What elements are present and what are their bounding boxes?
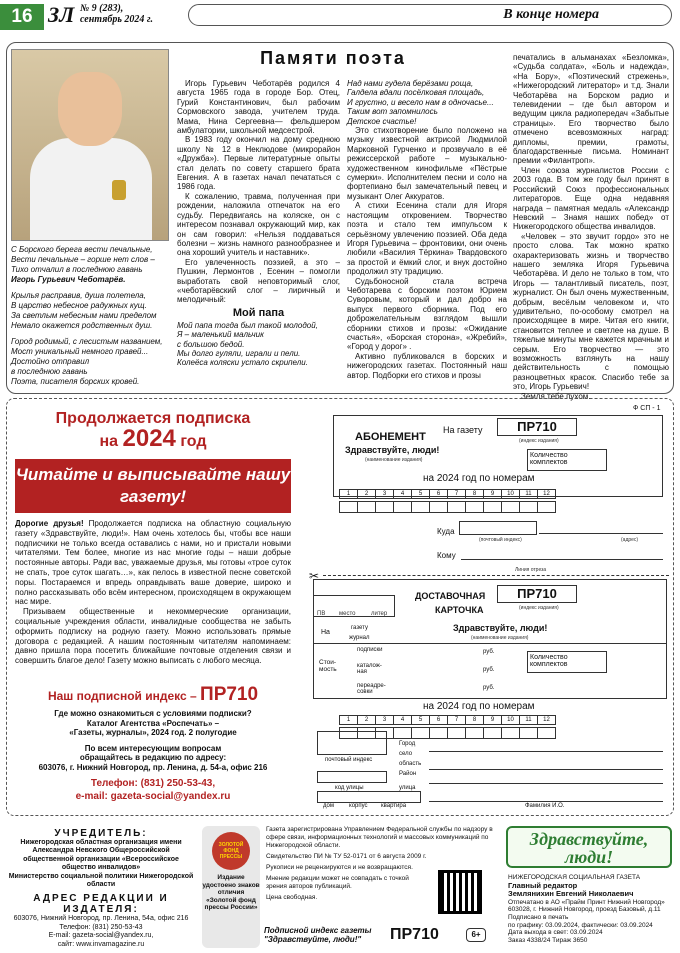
month-cell[interactable]: 4 [393, 489, 412, 499]
paragraph: Призываем общественные и некоммерческие организации, социальные учреждения области, инвалидные сообщества не забыть оформить подписку на родную газету. Можно использовать прямые договора с редакцией. А нашим постоянным читателям напоминаем: давно пришла пора посетить ближайшие почтовые отделения связи и совершить благое дело! Газету можно выписать с любого месяца. [15, 607, 291, 666]
subscription-cost-label: подписки [357, 647, 383, 653]
month-cell[interactable]: 3 [375, 715, 394, 725]
heading-year: 2024 [122, 425, 176, 452]
paragraph: «Человек – это звучит гордо» это не просто слова. Так можно кратко охарактеризовать жизнь и творчество нашего земляка Игоря Гурьевича Чеботарёва. И дело не только в том, что Игорь — талантливый писатель, поэт, журналист. Он был очень мужественным, добрым, весёлым человеком и, что удивительно, по-особому смотрел на происходящее в мире. Читая его книги, становится теплее и светлее на душе. В тяжелые минуты мне кажется мрачным и серым. Его творчество — это возможность взглянуть на нашу действительность с помощью разноцветных красок. Спасибо тебе за это, Игорь Гурьевич! [513, 231, 669, 392]
editor-block [508, 874, 674, 944]
month-cell[interactable]: 2 [357, 715, 376, 725]
gazetu-label: газету [351, 625, 368, 631]
month-cells-2 [339, 715, 555, 725]
form-paper-name: Здравствуйте, люди! [345, 445, 440, 455]
newspaper-type: НИЖЕГОРОДСКАЯ СОЦИАЛЬНАЯ ГАЗЕТА [508, 874, 641, 881]
phone: Телефон: (831) 250-53-43, [90, 778, 216, 789]
subscription-info [15, 709, 291, 773]
month-cell[interactable]: 7 [447, 489, 466, 499]
month-cell[interactable]: 11 [519, 715, 538, 725]
month-cell[interactable]: 9 [483, 715, 502, 725]
paragraph: В 1983 году окончил на дому среднюю школу № 12 в Неклюдове (микрорайон «Дружба»). Первые литературные опыты стал делать по совету старшего брата Евгения. А в газетах начал печататься с 1986 года. [177, 135, 340, 192]
info-line: «Газеты, журналы», 2024 год. 2 полугодие [69, 728, 237, 738]
info-line: Каталог Агентства «Роспечать» – [86, 718, 220, 728]
reg-line: Свидетельство ПИ № ТУ 52-0171 от 6 августа 2009 г. [266, 853, 427, 860]
card-paper-name: Здравствуйте, люди! [453, 623, 548, 633]
city-line[interactable] [429, 751, 663, 752]
scissors-icon: ✂ [309, 569, 320, 583]
reg-line: Мнение редакции может не совпадать с точкой зрения авторов публикаций. [266, 875, 409, 890]
subscription-slogan: Читайте и выписывайте нашу газету! [15, 459, 291, 513]
info-line: По всем интересующим вопросам [84, 743, 222, 753]
caption-poem-2: Крылья расправив, душа полетела, В царство небесное радужных кущ. За светлым небесным нами пределом Немало окажется родственных душ. [11, 291, 157, 330]
region-line[interactable] [429, 769, 663, 770]
month-cell[interactable]: 10 [501, 715, 520, 725]
recipient-line[interactable] [461, 559, 663, 560]
portrait-body [30, 138, 152, 241]
address-note: (адрес) [621, 537, 639, 543]
index-note: (индекс издания) [519, 605, 559, 611]
paragraph: К сожалению, травма, полученная при рождении, наложила отпечаток на его судьбу. Передвигаясь на коляске, он с интересом познавал окружающий мир, как он сам говорил: «Нельзя поддаваться болезни – жизнь намного разнообразнее и она хороший учитель и наставник». [177, 191, 340, 258]
card-title-2: КАРТОЧКА [435, 605, 484, 615]
postal-index-label: почтовый индекс [325, 757, 373, 763]
poem-continued: Над нами гудела берёзами роща, Галдела вдали посёлковая площадь, И грустно, и весело нам в одночасье... Таким вот запомнилось Детское счастье! [347, 79, 494, 126]
building-label: корпус [349, 803, 368, 809]
editor-name: Землянихин Евгений Николаевич [508, 889, 634, 899]
street-label: улица [399, 785, 416, 791]
heading-line-1: Продолжается подписка [55, 410, 251, 427]
rub-label: руб. [483, 667, 495, 673]
komu-label: Кому [437, 551, 456, 560]
month-cell[interactable]: 11 [519, 489, 538, 499]
name-line[interactable] [429, 801, 663, 802]
portrait-photo [11, 49, 169, 241]
address-text: 603076, Нижний Новгород, пр. Ленина, 54а, офис 216 Телефон: (831) 250-53-43 E-mail: gazeta-social@yandex.ru, сайт: www.invamagazine.ru [13, 915, 189, 948]
month-cell[interactable]: 9 [483, 489, 502, 499]
info-line: 603076, г. Нижний Новгород, пр. Ленина, д. 54-а, офис 216 [38, 762, 268, 772]
paragraph: печатались в альманахах «Безломка», «Судьба солдата», «Боль и надежда», «На Бору», «Поэтический стрежень», «Нижегородский литератор» и т.д. Знали Чеботарёва на Борском радио и телевидении – где был автором и ведущим цикла радиопередач «Забытые страницы». Его творчество было отмечено всевозможных наград: дипломы, премии, грамоты, благодарственные письма. Номинант премии «Филантроп». [513, 53, 669, 166]
subscription-heading [15, 409, 291, 452]
subscription-index [15, 684, 291, 706]
quantity-field[interactable]: Количество комплектов [527, 449, 607, 471]
readdress-cost-label: переадре- совки [357, 683, 386, 695]
issue-info: № 9 (283), сентябрь 2024 г. [80, 3, 153, 25]
heading-suffix: год [175, 433, 207, 450]
index-label: Наш подписной индекс – [47, 689, 201, 703]
subscription-text [15, 519, 291, 666]
email-link[interactable]: e-mail: gazeta-social@yandex.ru [75, 791, 231, 802]
postal-code-box[interactable] [317, 731, 387, 755]
na-label: На [321, 629, 330, 636]
month-cell[interactable]: 10 [501, 489, 520, 499]
portrait-head [58, 72, 122, 146]
na-gazetu-label: На газету [443, 425, 483, 435]
month-cell[interactable]: 5 [411, 489, 430, 499]
kuda-label: Куда [437, 527, 455, 536]
year-label: на 2024 год по номерам [423, 473, 535, 484]
paragraph: Судьбоносной стала встреча Чеботарева с борским поэтом Юрием Суворовым, который и дал добро на выпуск первого сборника. Под его доброжелательным взглядом вышли сборники стихов и прозы: «Ожидание счастья», «Борская сторона», «Жребий», «Город у дорог» . [347, 276, 507, 352]
caption-poem: С Борского берега вести печальные, Вести печальные – горше нет слов – Тихо отчалил в последнюю гавань [11, 245, 155, 274]
district-label: Район [399, 771, 417, 777]
founder-block [6, 828, 196, 949]
month-cell[interactable]: 7 [447, 715, 466, 725]
mesto-label: место [339, 611, 356, 617]
street-line[interactable] [429, 783, 663, 784]
subscription-form [303, 405, 669, 809]
award-text: Издание удостоено знаков отличия «Золотой фонд прессы России» [202, 874, 260, 912]
village-label: село [399, 751, 413, 757]
heading-prefix: на [99, 433, 123, 450]
paragraph: Его увлеченность поэзией, а это – Пушкин, Лермонтов , Есенин – помогли выработать свой неповторимый слог, «чеботарёвский слог – лиричный и мелодичный: [177, 257, 340, 305]
reg-line: Рукописи не рецензируются и не возвращаются. [266, 864, 413, 871]
address-line[interactable] [539, 533, 663, 534]
name-label: Фамилия И.О. [525, 803, 565, 809]
index-note: (индекс издания) [519, 438, 559, 444]
contacts [15, 777, 291, 803]
month-cell[interactable]: 8 [465, 715, 484, 725]
month-cell[interactable]: 6 [429, 715, 448, 725]
city-label: Город [399, 741, 416, 747]
month-cell[interactable]: 8 [465, 489, 484, 499]
liter-label: литер [371, 611, 388, 617]
paragraph: Это стихотворение было положено на музыку известной актрисой Людмилой Марковной Гурченко и прозвучало в её режиссерской работе – музыкально-художественном кинофильме «Пёстрые сумерки». Исполнителем песни и соло на фортепиано был замечательный певец и музыкант Олег Аккуратов. [347, 126, 507, 201]
footer [0, 820, 680, 953]
founder-text: Нижегородская областная организация имени Александра Невского Общероссийской общественной организации «Всероссийское общество инвалидов» Министерство социальной политики Нижегородской области [8, 839, 194, 889]
brand-logo: Здравствуйте, люди! [506, 826, 672, 868]
page-number: 16 [0, 4, 44, 30]
paragraph: Активно публиковался в борских и нижегородских газетах. Постоянный наш автор. Подборки его стихов и прозы [347, 351, 507, 380]
article-column-1 [177, 79, 340, 368]
qr-code-icon[interactable] [438, 870, 482, 914]
card-quantity-field[interactable]: Количество комплектов [527, 651, 607, 673]
paragraph: Член союза журналистов России с 2003 года. В том же году был принят в Российский Союз профессиональных литераторов. Еще одна недавняя награда – памятная медаль «Александр Невский – Знамя наших побед» от Нижегородского общества инвалидов. [513, 165, 669, 232]
poem: Мой папа тогда был такой молодой, Я – маленький мальчик с большою бедой. Мы долго гуляли, играли и пели. Колеёса коляски устало скрипели. [177, 320, 318, 368]
caption-name: Игорь Гурьевич Чеботарёв. [11, 275, 126, 284]
seal-text: ЗОЛОТОЙ ФОНД ПРЕССЫ [218, 842, 244, 860]
newspaper-logo: ЗЛ [48, 2, 75, 27]
card-index-field[interactable]: ПР710 [497, 585, 577, 603]
pv-label: ПВ [317, 611, 326, 617]
form-index-field[interactable]: ПР710 [497, 418, 577, 436]
zhurnal-label: журнал [349, 635, 370, 641]
apartment-label: квартира [381, 803, 407, 809]
abonement-label: АБОНЕМЕНТ [355, 431, 426, 443]
reg-line: Цена свободная. [266, 894, 318, 901]
paper-note: (наименование издания) [471, 635, 529, 641]
cut-line [323, 575, 669, 576]
month-cell[interactable]: 12 [537, 715, 556, 725]
info-line: обращайтесь в редакцию по адресу: [79, 753, 227, 763]
golden-fund-seal-icon [212, 832, 250, 870]
caption-poem-3: Город родимый, с лесистым названием, Мост уникальный немного правей... Достойно отправил в последнюю гавань Поэта, писателя борских кровей. [11, 337, 163, 386]
rub-label: руб. [483, 685, 495, 691]
memorial-article [6, 42, 674, 401]
month-cell[interactable]: 12 [537, 489, 556, 499]
medal-icon [112, 180, 126, 200]
region-label: область [399, 761, 422, 767]
postal-index-field[interactable] [459, 521, 537, 535]
cost-label: Стои- мость [319, 659, 337, 673]
month-cell[interactable]: 3 [375, 489, 394, 499]
greeting: Дорогие друзья! [15, 519, 84, 528]
month-cells [339, 489, 555, 499]
house-label: дом [323, 803, 334, 809]
founder-heading: УЧРЕДИТЕЛЬ: [54, 828, 148, 839]
cut-label: Линия отреза [515, 567, 547, 573]
month-cell[interactable]: 4 [393, 715, 412, 725]
rub-label: руб. [483, 649, 495, 655]
paragraph: А стихи Есенина стали для Игоря настоящим откровением. Творчество поэта и стало тем импульсом к серьёзному увлечению поэзией. Оба деда Игоря Гурьевича – фронтовики, они очень любили «Василия Тёркина» Твардовского за простой и ёмкий слог, и внук достойно продолжил эту традицию. [347, 201, 507, 277]
kuda-note: (почтовый индекс) [479, 537, 522, 543]
form-code: Ф СП - 1 [633, 405, 661, 412]
page-header [0, 0, 680, 36]
house-box[interactable] [317, 791, 421, 803]
photo-caption [11, 245, 171, 387]
footer-index: ПР710 [390, 926, 439, 943]
article-column-3 [513, 53, 669, 401]
print-info: Отпечатано в АО «Прайм Принт Нижний Новгород» 603028, г. Нижний Новгород, проезд Базовый, д.11 Подписано в печать по графику: 03.09.2024, фактически: 03.09.2024 Дата выхода в свет: 03.09.2024 Заказ 4338/24 Тираж 3650 [508, 898, 665, 944]
poem-title: Мой папа [232, 306, 285, 319]
index-value: ПР710 [200, 684, 259, 705]
month-cell[interactable]: 2 [357, 489, 376, 499]
footer-subscription-label: Подписной индекс газеты "Здравствуйте, люди!" [264, 926, 372, 944]
paragraph: Продолжается подписка на областную социальную газету «Здравствуйте, люди!». Нам очень хотелось бы, чтобы все наши подписчики не только всегда оставались с нами, но и пристали новыми читателями. Тем более, многие из нас многие годы – наши добрые постоянные авторы. Ради вас, уважаемые друзья, мы готовы «трое суток не спать, трое суток шагать…», как пелось в известной песне советской поры. Постараемся и впредь оправдывать ваше доверие, широко и полно рассказывать обо всём интересном, происходящем в окружающем нас мире. [15, 519, 291, 607]
street-code-box[interactable] [317, 771, 387, 783]
month-cell[interactable]: 5 [411, 715, 430, 725]
paper-note: (наименование издания) [365, 457, 423, 463]
paragraph: Игорь Гурьевич Чеботарёв родился 4 августа 1965 года в городе Бор. Отец, Гурий Константинович, был рабочим Сормовского завода, учителем труда. Мама, Нина Сергеевна— фельдшером амбулатории, школьной медсестрой. [177, 79, 340, 136]
age-rating-badge: 6+ [466, 928, 486, 942]
address-heading: АДРЕС РЕДАКЦИИ И ИЗДАТЕЛЯ: [33, 893, 169, 916]
catalog-cost-label: каталож- ная [357, 663, 382, 675]
year-label-2: на 2024 год по номерам [423, 701, 535, 712]
month-cell[interactable]: 6 [429, 489, 448, 499]
reg-line: Газета зарегистрирована Управлением Федеральной службы по надзору в сфере связи, информационных технологий и массовых коммуникаций по Нижегородской области. [266, 826, 493, 849]
article-title: Памяти поэта [260, 48, 406, 68]
info-line: Где можно ознакомиться с условиями подписки? [54, 709, 252, 718]
month-cell[interactable]: 1 [339, 715, 358, 725]
month-marks [339, 501, 555, 513]
rubric: В конце номера [188, 4, 672, 26]
article-column-2 [347, 79, 507, 380]
subscription-section [6, 398, 674, 816]
award-stamp [202, 826, 260, 948]
editor-role: Главный редактор [508, 880, 578, 890]
street-code-label: код улицы [335, 785, 364, 791]
card-title-1: ДОСТАВОЧНАЯ [415, 591, 486, 601]
month-cell[interactable]: 1 [339, 489, 358, 499]
farewell: Земля тебе пухом. [521, 391, 591, 401]
